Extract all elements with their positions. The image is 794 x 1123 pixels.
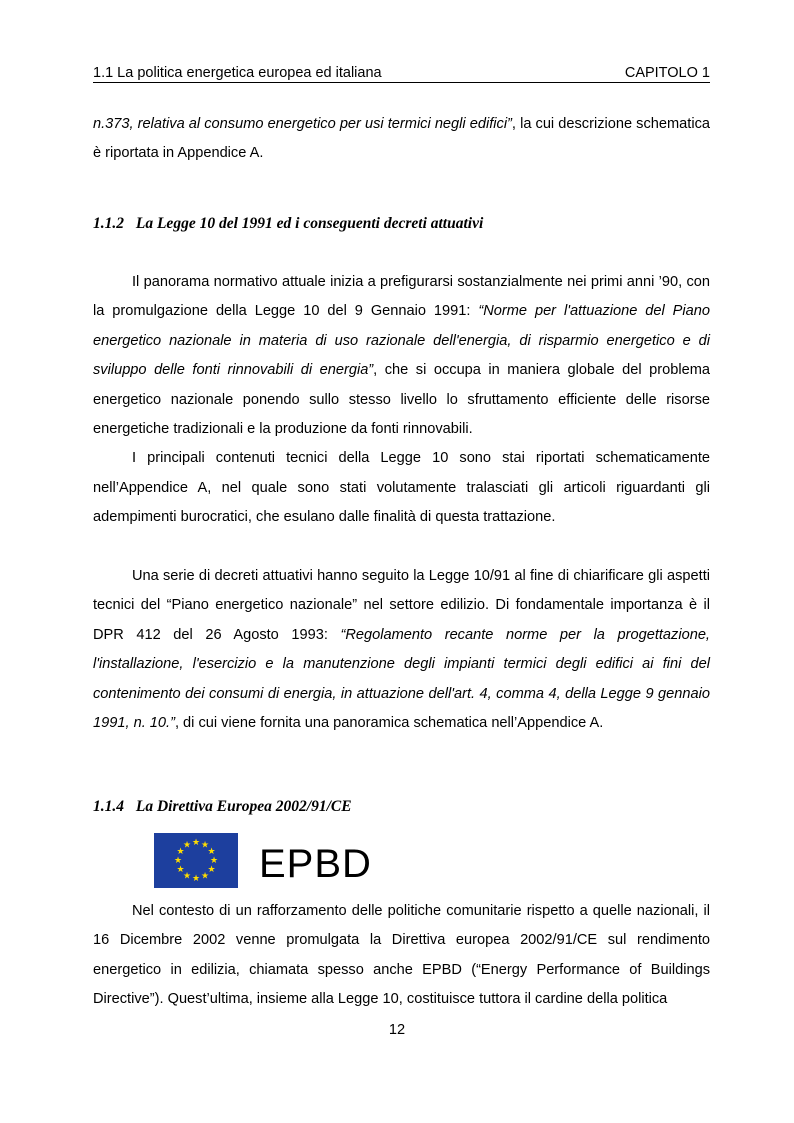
intro-paragraph <box>93 110 710 169</box>
page-header <box>93 61 710 83</box>
paragraph-text: Il panorama normativo attuale inizia a prefigurarsi sostanzialmente nei primi anni ’90, con la promulgazione della Legge 10 del 9 Gennaio 1991: <box>93 274 710 320</box>
section-112-body-2 <box>93 562 710 738</box>
paragraph <box>93 268 710 444</box>
svg-text:★: ★ <box>207 865 216 875</box>
section-number: 1.1.4 <box>93 798 124 815</box>
svg-text:★: ★ <box>176 865 185 875</box>
intro-rest: , la cui descrizione schematica è riportata in Appendice A. <box>93 116 710 162</box>
paragraph: I principali contenuti tecnici della Legge 10 sono stai riportati schematicamente nell’Appendice A, nel quale sono stati volutamente tralasciati gli articoli riguardanti gli adempimenti burocratici, che esulano dalle finalità di questa trattazione. <box>93 450 710 526</box>
paragraph-text: , che si occupa in maniera globale del problema energetico nazionale ponendo sullo stesso livello lo sfruttamento efficiente delle risorse energetiche tradizionali e la produzione da fonti rinnovabili. <box>93 362 710 438</box>
svg-text:★: ★ <box>191 874 201 884</box>
svg-text:★: ★ <box>182 840 192 851</box>
intro-italic: n.373, relativa al consumo energetico per usi termici negli edifici” <box>93 116 512 132</box>
svg-text:★: ★ <box>200 840 210 851</box>
header-chapter: CAPITOLO 1 <box>624 65 710 81</box>
eu-stars-icon <box>154 833 238 888</box>
paragraph: Nel contesto di un rafforzamento delle politiche comunitarie rispetto a quelle nazionali, il 16 Dicembre 2002 venne promulgata la Direttiva europea 2002/91/CE sul rendimento energetico in edilizia, chiamata spesso anche EPBD (“Energy Performance of Buildings Directive”). Quest’ultima, insieme alla Legge 10, costituisce tuttora il cardine della politica <box>93 903 710 1008</box>
page-number: 12 <box>388 1022 406 1038</box>
section-heading-112 <box>93 215 483 233</box>
svg-text:★: ★ <box>209 856 219 866</box>
paragraph-text: , di cui viene fornita una panoramica schematica nell’Appendice A. <box>174 715 604 732</box>
svg-text:★: ★ <box>176 847 185 857</box>
law-title-italic: “Norme per l'attuazione del Piano energetico nazionale in materia di uso razionale dell'energia, di risparmio energetico e di sviluppo delle fonti rinnovabili di energia” <box>93 303 710 379</box>
svg-text:★: ★ <box>207 847 216 857</box>
section-title: La Direttiva Europea 2002/91/CE <box>135 798 352 815</box>
paragraph-text: Una serie di decreti attuativi hanno seguito la Legge 10/91 al fine di chiarificare gli aspetti tecnici del “Piano energetico nazionale” nel settore edilizio. Di fondamentale importanza è il DPR 412 del 26 Agosto 1993: <box>93 568 710 643</box>
svg-text:★: ★ <box>182 871 192 882</box>
section-title: La Legge 10 del 1991 ed i conseguenti decreti attuativi <box>135 215 484 232</box>
paragraph <box>93 562 710 738</box>
section-114-body <box>93 897 710 1015</box>
svg-text:★: ★ <box>200 871 210 882</box>
section-number: 1.1.2 <box>93 215 124 232</box>
eu-flag-logo <box>154 833 238 888</box>
epbd-logo-text: EPBD <box>259 842 372 886</box>
section-heading-114 <box>93 798 352 816</box>
header-section-title: 1.1 La politica energetica europea ed italiana <box>93 65 382 81</box>
decree-title-italic: “Regolamento recante norme per la progettazione, l'installazione, l'esercizio e la manutenzione degli impianti termici degli edifici ai fini del contenimento dei consumi di energia, in attuazione dell'art. 4, comma 4, della Legge 9 gennaio 1991, n. 10.” <box>93 626 710 732</box>
svg-text:★: ★ <box>173 856 183 866</box>
svg-text:★: ★ <box>191 838 201 848</box>
section-112-body <box>93 268 710 533</box>
